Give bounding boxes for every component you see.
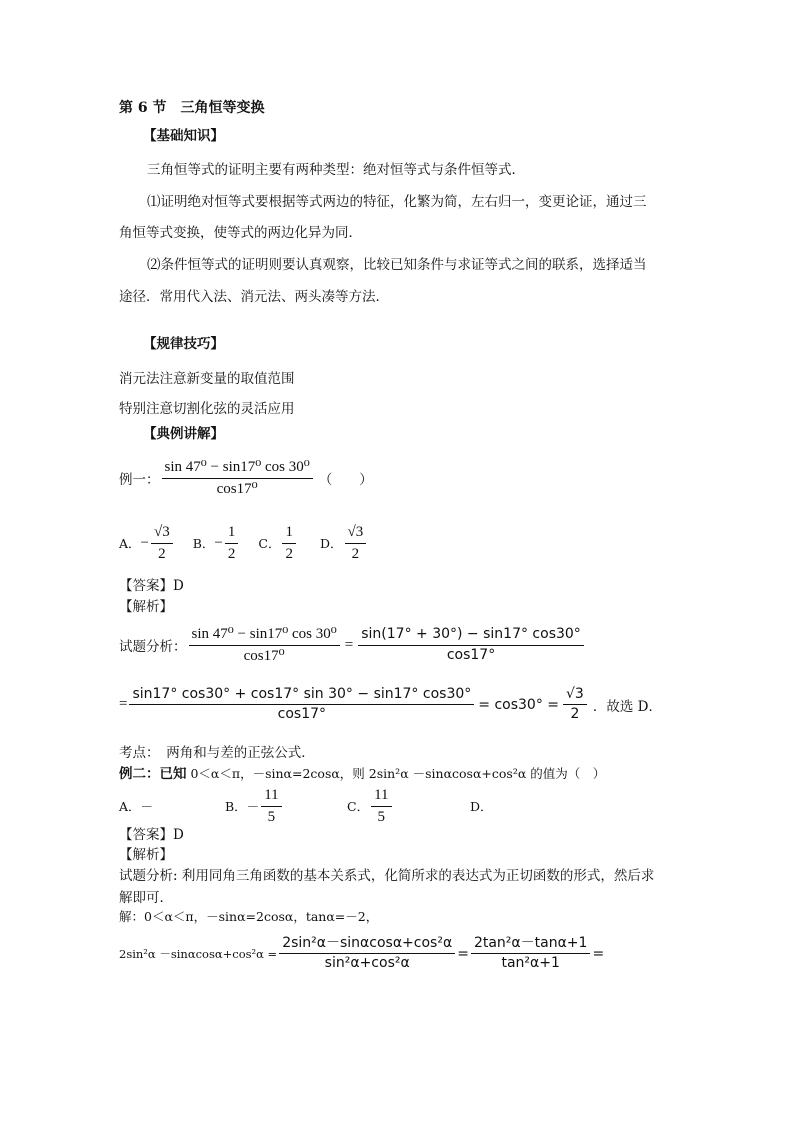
option-a xyxy=(119,524,175,562)
example-1-analysis-heading: 【解析】 xyxy=(119,599,173,615)
option-b xyxy=(193,524,241,562)
step-1-equals: = xyxy=(344,636,354,653)
example-2-option-b-numerator: 11 xyxy=(261,787,281,807)
example-2-fraction-1-numerator: 2sin²α－sinαcosα+cos²α xyxy=(279,936,455,954)
example-1-numerator: sin 47⁰ − sin17⁰ cos 30⁰ xyxy=(162,459,313,479)
examples-heading: 【典例讲解】 xyxy=(143,426,224,442)
option-c xyxy=(258,524,298,562)
example-2-option-c xyxy=(347,787,470,825)
example-2-option-c-label: C． xyxy=(347,799,370,814)
step-1-left-numerator: sin 47⁰ − sin17⁰ cos 30⁰ xyxy=(189,626,340,646)
option-a-numerator: √3 xyxy=(151,524,173,544)
example-1-step-2 xyxy=(119,687,662,723)
option-d-fraction xyxy=(345,524,367,562)
example-2-option-b-label: B．－ xyxy=(225,799,260,814)
example-2-fraction-1-denominator: sin²α+cos²α xyxy=(324,955,410,972)
example-1-options xyxy=(119,524,368,562)
step-2-tail: ．故选 D． xyxy=(592,698,662,715)
example-2-option-b xyxy=(225,787,347,825)
option-b-label: B． xyxy=(192,536,215,551)
option-b-sign: − xyxy=(214,534,223,551)
step-2-middle: = cos30° = xyxy=(478,696,559,713)
step-2-result-fraction xyxy=(563,687,587,723)
step-1-left-fraction xyxy=(189,626,340,664)
example-2-question xyxy=(119,762,605,782)
example-2-analysis-line-2: 解即可． xyxy=(119,890,173,906)
rules-heading: 【规律技巧】 xyxy=(143,336,224,352)
example-2-fraction-2-numerator: 2tan²α－tanα+1 xyxy=(471,936,591,954)
example-1-kaodian: 考点： 两角和与差的正弦公式． xyxy=(119,745,315,761)
step-2-lead-equals: = xyxy=(119,696,128,713)
example-1-label: 例一： xyxy=(119,472,160,488)
example-2-options xyxy=(119,787,493,825)
example-2-option-c-denominator: 5 xyxy=(377,808,386,825)
step-2-fraction xyxy=(129,687,474,723)
option-d-denominator: 2 xyxy=(351,545,360,562)
step-2-result-numerator: √3 xyxy=(563,687,587,705)
option-a-fraction xyxy=(151,524,173,562)
step-1-right-denominator: cos17° xyxy=(446,646,496,663)
example-2-analysis-line-1: 试题分析: 利用同角三角函数的基本关系式，化简所求的表达式为正切函数的形式，然后求 xyxy=(119,868,655,884)
example-1-step-1 xyxy=(119,626,586,664)
step-1-right-fraction xyxy=(358,627,584,663)
example-2-condition: 0＜α＜π，－sinα=2cosα，则 2sin²α －sinαcosα+cos²α 的值为（ ） xyxy=(186,766,606,781)
example-1-denominator: cos17⁰ xyxy=(216,480,258,497)
option-a-denominator: 2 xyxy=(158,545,166,562)
basic-paragraph-2-line-2: 角恒等式变换，使等式的两边化异为同． xyxy=(119,225,362,241)
section-title: 第 6 节 三角恒等变换 xyxy=(119,100,265,116)
example-2-option-c-numerator: 11 xyxy=(371,787,391,807)
example-2-option-c-fraction xyxy=(371,787,391,825)
option-d-numerator: √3 xyxy=(345,524,367,544)
step-2-denominator: cos17° xyxy=(277,706,327,723)
rule-2: 特别注意切割化弦的灵活应用 xyxy=(119,401,295,417)
example-2-analysis-heading: 【解析】 xyxy=(119,847,173,863)
option-c-fraction xyxy=(282,524,296,562)
example-2-fraction-1 xyxy=(279,936,455,972)
basic-paragraph-3-line-2: 途径．常用代入法、消元法、两头凑等方法． xyxy=(119,289,389,305)
option-a-sign: − xyxy=(140,534,149,551)
basic-knowledge-heading: 【基础知识】 xyxy=(143,128,224,144)
example-2-equals: = xyxy=(457,945,469,962)
example-2-expression-lead: 2sin²α －sinαcosα+cos²α = xyxy=(119,946,278,961)
example-2-fraction-2-denominator: tan²α+1 xyxy=(501,955,560,972)
option-a-label: A． xyxy=(119,536,141,551)
option-b-numerator: 1 xyxy=(225,524,239,544)
example-2-tail-equals: = xyxy=(592,945,605,962)
example-2-option-b-fraction xyxy=(261,787,281,825)
example-2-expression xyxy=(119,936,604,972)
example-2-answer: 【答案】D xyxy=(119,827,184,843)
option-d xyxy=(320,524,368,562)
basic-paragraph-2-line-1: ⑴证明绝对恒等式要根据等式两边的特征，化繁为简，左右归一，变更论证，通过三 xyxy=(147,194,647,210)
example-2-fraction-2 xyxy=(471,936,591,972)
step-1-left-denominator: cos17⁰ xyxy=(243,647,285,664)
example-2-option-b-denominator: 5 xyxy=(267,808,276,825)
step-2-result-denominator: 2 xyxy=(570,706,580,723)
example-1-fraction xyxy=(162,459,313,497)
option-c-numerator: 1 xyxy=(282,524,296,544)
option-c-denominator: 2 xyxy=(285,545,293,562)
basic-paragraph-1: 三角恒等式的证明主要有两种类型：绝对恒等式与条件恒等式． xyxy=(147,162,525,178)
example-2-label: 例二：已知 xyxy=(119,766,187,782)
example-2-solution: 解：0＜α＜π，－sinα=2cosα，tanα=－2， xyxy=(119,909,379,924)
option-b-denominator: 2 xyxy=(227,545,236,562)
option-b-fraction xyxy=(225,524,239,562)
example-2-option-d: D． xyxy=(470,799,493,814)
step-2-numerator: sin17° cos30° + cos17° sin 30° − sin17° cos30° xyxy=(129,687,474,705)
example-1-analysis-label: 试题分析： xyxy=(119,639,187,655)
example-1-answer: 【答案】D xyxy=(119,578,184,594)
step-1-right-numerator: sin(17° + 30°) − sin17° cos30° xyxy=(358,627,584,645)
example-2-option-a: A．－ xyxy=(119,799,154,814)
option-c-label: C． xyxy=(258,536,281,551)
basic-paragraph-3-line-1: ⑵条件恒等式的证明则要认真观察，比较已知条件与求证等式之间的联系，选择适当 xyxy=(147,257,647,273)
example-1-question xyxy=(119,459,373,497)
option-d-label: D． xyxy=(319,536,343,551)
rule-1: 消元法注意新变量的取值范围 xyxy=(119,371,295,387)
example-1-paren: （ ） xyxy=(318,472,373,488)
